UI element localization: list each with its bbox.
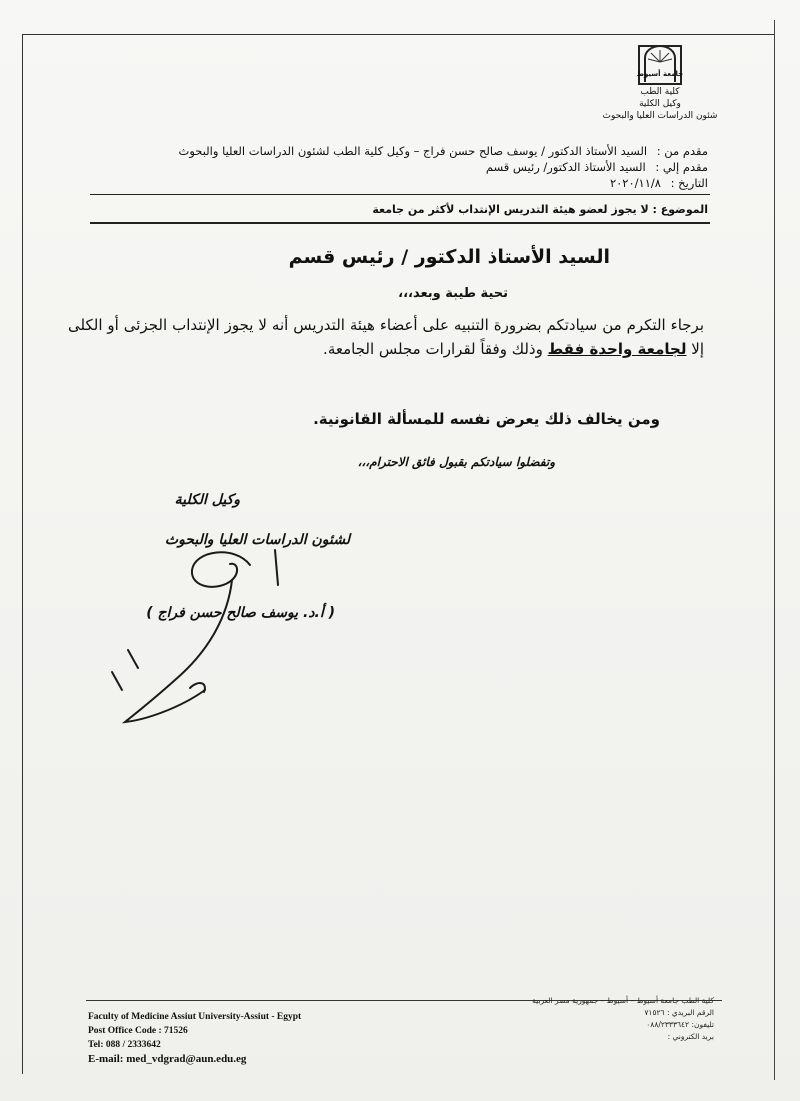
to-label: مقدم إلي : bbox=[655, 160, 708, 174]
footer-en-postcode: Post Office Code : 71526 bbox=[88, 1026, 188, 1036]
subject-value: لا يجوز لعضو هيئة التدريس الإنتداب لأكثر من جامعة bbox=[372, 203, 649, 216]
from-label: مقدم من : bbox=[656, 144, 708, 158]
logo-vice-dean: وكيل الكلية bbox=[639, 99, 681, 109]
frame-left-border bbox=[22, 34, 23, 1074]
paragraph-start: برجاء التكرم من سيادتكم بضرورة التنبيه على أعضاء هيئة التدريس أنه لا يجوز الإنتداب الجزئى أو الكلى إلا bbox=[68, 316, 704, 358]
university-logo-block bbox=[600, 42, 720, 122]
paragraph-emphasis: لجامعة واحدة فقط bbox=[547, 340, 687, 358]
footer-ar-postcode: الرقم البريدي : ٧١٥٢٦ bbox=[644, 1008, 714, 1017]
signature-title: وكيل الكلية bbox=[174, 492, 240, 508]
date-label: التاريخ : bbox=[670, 176, 708, 190]
subject-divider bbox=[90, 222, 710, 224]
addressee: السيد الأستاذ الدكتور / رئيس قسم bbox=[288, 246, 610, 268]
signature-department: لشئون الدراسات العليا والبحوث bbox=[164, 532, 350, 548]
body-paragraph bbox=[68, 313, 704, 361]
footer-en-address: Faculty of Medicine Assiut University-Assiut - Egypt bbox=[88, 1012, 302, 1022]
footer-ar-phone: تليفون: ٠٨٨/٢٣٣٣٦٤٢ bbox=[646, 1020, 714, 1029]
from-line bbox=[88, 143, 708, 159]
to-line bbox=[88, 159, 708, 175]
footer-en-phone: Tel: 088 / 2333642 bbox=[88, 1040, 161, 1050]
logo-faculty: كلية الطب bbox=[640, 87, 680, 97]
footer-arabic bbox=[532, 995, 714, 1043]
emblem-text: جامعة أسيوط bbox=[636, 70, 684, 78]
footer-ar-email: بريد الكتروني : bbox=[667, 1032, 714, 1041]
closing-line: وتفضلوا سيادتكم بقبول فائق الاحترام،،، bbox=[357, 455, 555, 469]
date-line bbox=[88, 175, 708, 191]
date-value: ٢٠٢٠/١١/٨ bbox=[609, 176, 661, 190]
header-fields bbox=[88, 143, 708, 191]
frame-right-border bbox=[774, 20, 775, 1080]
greeting: تحية طيبة وبعد،،، bbox=[398, 286, 508, 301]
university-emblem-icon bbox=[635, 42, 685, 86]
footer-en-email: E-mail: med_vdgrad@aun.edu.eg bbox=[88, 1053, 247, 1065]
from-value: السيد الأستاذ الدكتور / يوسف صالح حسن فراج – وكيل كلية الطب لشئون الدراسات العليا والبحوث bbox=[178, 144, 648, 158]
warning-line: ومن يخالف ذلك يعرض نفسه للمسألة القانونية. bbox=[313, 410, 660, 428]
header-divider bbox=[90, 194, 710, 195]
paragraph-end: وذلك وفقاً لقرارات مجلس الجامعة. bbox=[323, 340, 543, 358]
frame-top-border bbox=[22, 34, 774, 35]
signature-name: ( أ.د. يوسف صالح حسن فراج ) bbox=[146, 605, 335, 621]
subject-line bbox=[372, 203, 708, 217]
subject-label: الموضوع : bbox=[652, 203, 708, 216]
to-value: السيد الأستاذ الدكتور/ رئيس قسم bbox=[485, 160, 646, 174]
footer-ar-address: كلية الطب جامعة أسيوط – أسيوط – جمهورية مصر العربية bbox=[532, 996, 714, 1005]
footer-english bbox=[88, 1010, 301, 1066]
handwritten-signature-icon bbox=[100, 540, 330, 730]
logo-department: شئون الدراسات العليا والبحوث bbox=[602, 111, 718, 121]
